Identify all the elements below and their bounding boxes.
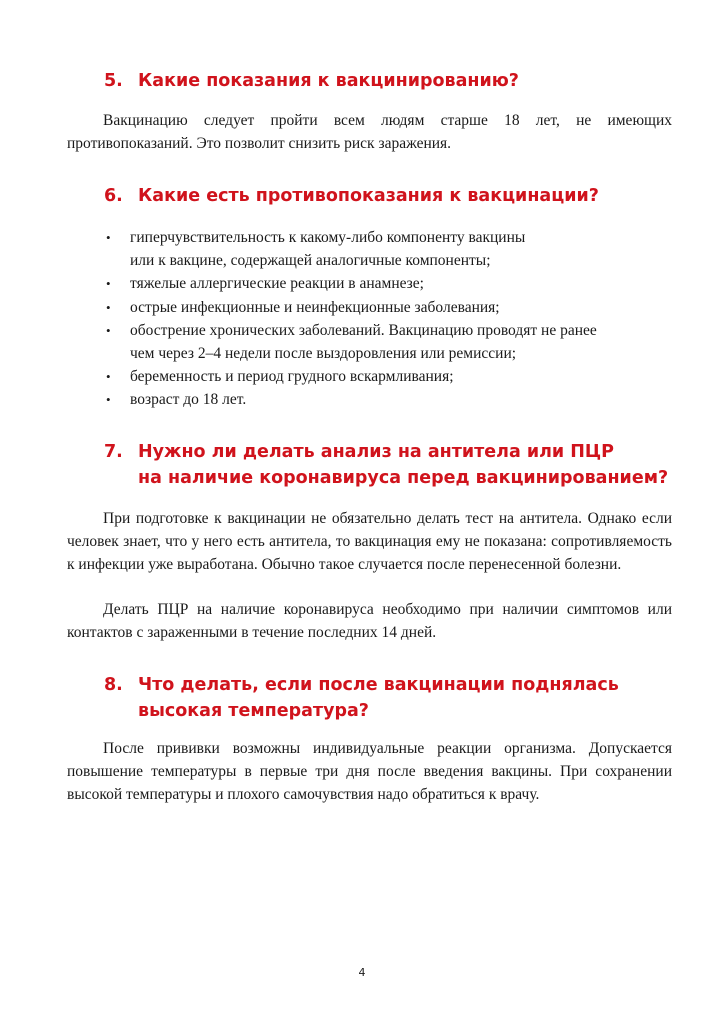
- list-item-text: или к вакцине, содержащей аналогичные компоненты;: [130, 252, 491, 270]
- list-item: [104, 226, 664, 272]
- section-8-paragraph: После прививки возможны индивидуальные реакции организма. Допускается повышение температуры в первые три дня после введения вакцины. При сохранении высокой температуры и плохого самочувствия надо обратиться к врачу.: [67, 740, 672, 804]
- section-5-paragraph: Вакцинацию следует пройти всем людям старше 18 лет, не имеющих противопоказаний. Это позволит снизить риск заражения.: [67, 112, 672, 153]
- list-item: [104, 388, 664, 411]
- list-item-text: гиперчувствительность к какому-либо компоненту вакцины: [130, 229, 526, 246]
- list-item: [104, 365, 664, 388]
- list-item: [104, 272, 664, 295]
- section-7-heading: [104, 439, 668, 491]
- list-item-text: возраст до 18 лет.: [130, 391, 247, 409]
- section-title: на наличие коронавируса перед вакцинированием?: [138, 468, 669, 488]
- section-7-paragraph-2: Делать ПЦР на наличие коронавируса необходимо при наличии симптомов или контактов с зараженными в течение последних 14 дней.: [67, 601, 672, 642]
- section-number: 8.: [104, 675, 123, 695]
- contraindications-list: [104, 226, 664, 412]
- section-8-heading: [104, 672, 619, 724]
- section-title: Какие показания к вакцинированию?: [138, 71, 519, 91]
- list-item-text: чем через 2–4 недели после выздоровления или ремиссии;: [130, 345, 517, 363]
- list-item-text: тяжелые аллергические реакции в анамнезе;: [130, 275, 424, 293]
- section-7-paragraph-1: При подготовке к вакцинации не обязательно делать тест на антитела. Однако если человек знает, что у него есть антитела, то вакцинация ему не показана: сопротивляемость к инфекции уже выработана. Обычно такое случается после перенесенной болезни.: [67, 510, 672, 574]
- section-title: высокая температура?: [138, 701, 369, 721]
- bullet-icon: •: [106, 322, 111, 338]
- section-title: Нужно ли делать анализ на антитела или ПЦР: [138, 442, 614, 462]
- bullet-icon: •: [106, 230, 111, 245]
- list-item-text: острые инфекционные и неинфекционные заболевания;: [130, 298, 500, 316]
- bullet-icon: •: [106, 369, 111, 385]
- list-item: [104, 296, 664, 319]
- section-number: 5.: [104, 71, 123, 91]
- section-6-heading: [104, 183, 599, 209]
- section-number: 7.: [104, 442, 123, 462]
- page-number: 4: [358, 966, 366, 979]
- bullet-icon: •: [106, 299, 111, 315]
- list-item: [104, 319, 664, 365]
- section-number: 6.: [104, 186, 123, 206]
- section-title: Какие есть противопоказания к вакцинации?: [138, 186, 599, 206]
- bullet-icon: •: [106, 392, 111, 408]
- list-item-text: беременность и период грудного вскармливания;: [130, 368, 454, 386]
- section-5-heading: [104, 68, 519, 94]
- section-title: Что делать, если после вакцинации поднялась: [138, 675, 619, 695]
- list-item-text: обострение хронических заболеваний. Вакцинацию проводят не ранее: [130, 321, 597, 339]
- bullet-icon: •: [106, 276, 111, 292]
